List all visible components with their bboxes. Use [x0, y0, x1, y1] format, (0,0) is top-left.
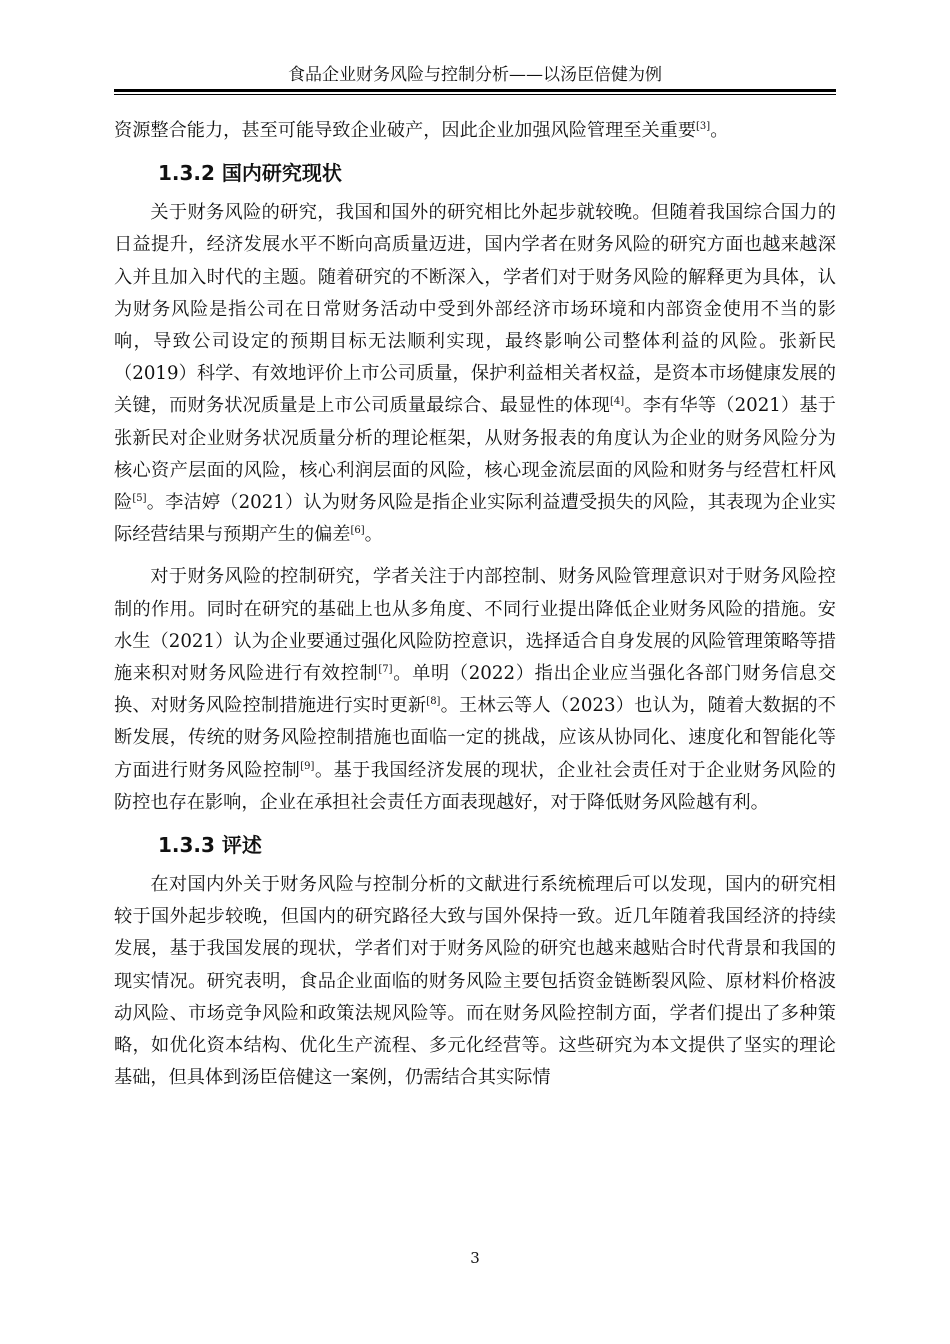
- paragraph-text: 。李洁婷（2021）认为财务风险是指企业实际利益遭受损失的风险，其表现为企业实际经营结果与预期产生的偏差: [114, 492, 836, 546]
- paragraph-text: 。: [710, 120, 729, 141]
- paragraph-text: 。李有华等（2021）基于张新民对企业财务状况质量分析的理论框架，从财务报表的角度认为企业的财务风险分为核心资产层面的风险，核心利润层面的风险，核心现金流层面的风险和财务与经营杠杆风险: [114, 395, 836, 514]
- citation-ref: [6]: [350, 525, 365, 537]
- paragraph-text: 。王林云等人（2023）也认为，随着大数据的不断发展，传统的财务风险控制措施也面临一定的挑战，应该从协同化、速度化和智能化等方面进行财务风险控制: [114, 695, 836, 781]
- citation-ref: [8]: [426, 696, 441, 708]
- section-heading-1-3-3: 1.3.3 评述: [158, 833, 262, 858]
- paragraph-text: 。: [364, 524, 383, 546]
- paragraph-text: 对于财务风险的控制研究，学者关注于内部控制、财务风险管理意识对于财务风险控制的作用。同时在研究的基础上也从多角度、不同行业提出降低企业财务风险的措施。安水生（2021）认为企业要通过强化风险防控意识，选择适合自身发展的风险管理策略等措施来积对财务风险进行有效控制: [114, 566, 836, 685]
- running-header: 食品企业财务风险与控制分析——以汤臣倍健为例: [288, 65, 662, 85]
- paragraph-risk-control: [114, 561, 836, 819]
- page-number: 3: [470, 1249, 480, 1267]
- body-text: [114, 115, 836, 1094]
- citation-ref: [3]: [696, 121, 711, 132]
- citation-ref: [5]: [132, 493, 147, 505]
- header-rule-thin: [114, 94, 836, 95]
- paragraph-continuation: [114, 115, 836, 147]
- paragraph-text: 。基于我国经济发展的现状，企业社会责任对于企业财务风险的防控也存在影响，企业在承担社会责任方面表现越好，对于降低财务风险越有利。: [114, 759, 836, 813]
- header-rule-thick: [114, 89, 836, 92]
- citation-ref: [4]: [610, 396, 625, 408]
- paragraph-review: 在对国内外关于财务风险与控制分析的文献进行系统梳理后可以发现，国内的研究相较于国外起步较晚，但国内的研究路径大致与国外保持一致。近几年随着我国经济的持续发展，基于我国发展的现状，学者们对于财务风险的研究也越来越贴合时代背景和我国的现实情况。研究表明，食品企业面临的财务风险主要包括资金链断裂风险、原材料价格波动风险、市场竞争风险和政策法规风险等。而在财务风险控制方面，学者们提出了多种策略，如优化资本结构、优化生产流程、多元化经营等。这些研究为本文提供了坚实的理论基础，但具体到汤臣倍健这一案例，仍需结合其实际情: [114, 874, 836, 1089]
- section-heading-1-3-2: 1.3.2 国内研究现状: [158, 161, 342, 186]
- citation-ref: [9]: [300, 760, 315, 772]
- paragraph-text: 关于财务风险的研究，我国和国外的研究相比外起步就较晚。但随着我国综合国力的日益提升，经济发展水平不断向高质量迈进，国内学者在财务风险的研究方面也越来越深入并且加入时代的主题。随着研究的不断深入，学者们对于财务风险的解释更为具体，认为财务风险是指公司在日常财务活动中受到外部经济市场环境和内部资金使用不当的影响，导致公司设定的预期目标无法顺利实现，最终影响公司整体利益的风险。张新民（2019）科学、有效地评价上市公司质量，保护利益相关者权益，是资本市场健康发展的关键，而财务状况质量是上市公司质量最综合、最显性的体现: [114, 202, 836, 417]
- paragraph-text: 资源整合能力，甚至可能导致企业破产，因此企业加强风险管理至关重要: [114, 120, 697, 141]
- paragraph-text: 。单明（2022）指出企业应当强化各部门财务信息交换、对财务风险控制措施进行实时更新: [114, 663, 836, 717]
- citation-ref: [7]: [378, 664, 393, 676]
- paragraph-domestic-research: [114, 197, 836, 551]
